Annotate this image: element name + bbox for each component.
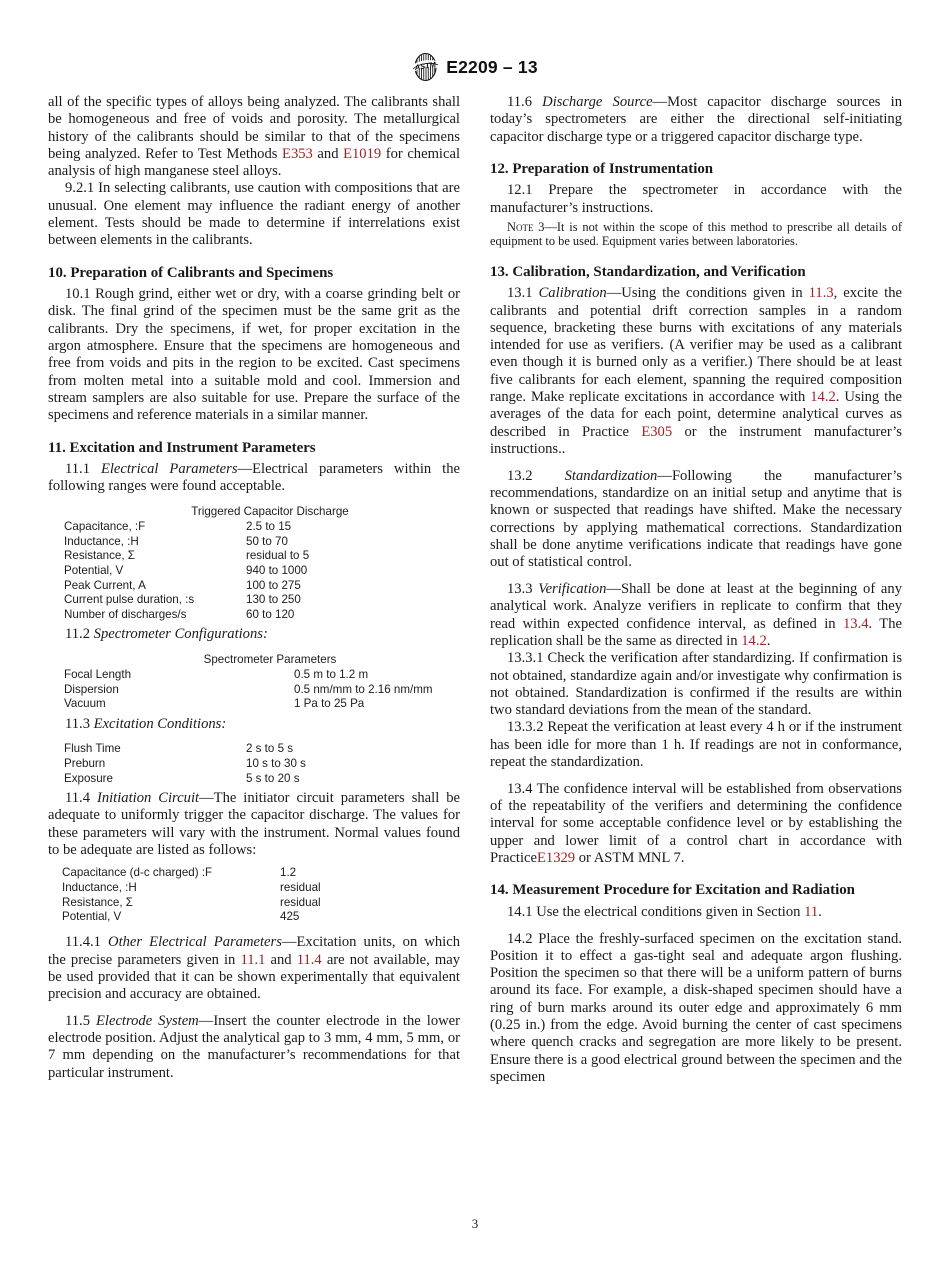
xref-link-11-4[interactable]: 11.4 [296, 951, 322, 968]
xref-link-e1329[interactable]: E1329 [537, 850, 576, 866]
paragraph-14-2: 14.2 Place the freshly-surfaced specimen on the excitation stand. Position it to effect a gas-tight seal and adequate argon flushing. Position the specimen so that there will be a uniform pattern of burns around its face. For example, a disk-shaped specimen should have a ring of burn marks around its outer edge and approximately 6 mm (0.25 in.) from the edge. Avoid burning the center of cast specimens where quench cracks and segregation are more likely to be present. Ensure there is a good electrical ground between the specimen and the specimen [490, 930, 902, 1085]
xref-link-13-4[interactable]: 13.4 [842, 615, 869, 632]
text-run: or ASTM MNL 7. [575, 850, 685, 866]
run-in-heading: Excitation Conditions: [93, 716, 227, 733]
table-row [64, 520, 476, 535]
table-caption-row [64, 653, 476, 669]
table-row [64, 668, 476, 683]
em-dash: — [198, 1012, 214, 1029]
paragraph-13-1 [490, 285, 902, 458]
clause-number: 13.3 [507, 581, 539, 598]
table-row [64, 697, 476, 712]
xref-link-e353[interactable]: E353 [282, 145, 313, 162]
row-label: Capacitance, :F [64, 520, 146, 534]
text-run: all of the specific types of alloys being analyzed. The calibrants shall be homogeneous and free of voids and porosity. The metallurgical history of the calibrants should be similar to that of the specimens being analyzed. Refer to Test Methods [48, 94, 460, 162]
row-label: Dispersion [64, 682, 119, 696]
table-initiation-circuit [62, 866, 474, 924]
row-label: Flush Time [64, 742, 121, 756]
text-run: for chemical analysis of high manganese steel alloys. [48, 145, 460, 180]
row-value: 10 s to 30 s [246, 756, 306, 770]
text-run: , excite the calibrants and potential drift correction samples in a random sequence, bracketing these burns with excitations of any materials intended for use as verifiers. (A verifier may be used as a calibrant even though it is burned only as a verifier.) There should be at least five calibrants for each element, spanning the required composition range. Make replicate excitations in accordance with [490, 285, 902, 406]
xref-link-11[interactable]: 11 [804, 903, 819, 920]
run-in-heading: Verification [538, 581, 607, 598]
text-run: 13.4 The confidence interval will be established from observations of the repeatability of the verifiers and determining the confidence interval for some acceptable confidence level or by establishing the upper and lower limit of a control chart in accordance with Practice [490, 780, 902, 866]
em-dash: — [606, 581, 621, 598]
row-value: 0.5 m to 1.2 m [294, 668, 369, 682]
text-run: Insert the counter electrode in the lower electrode position. Adjust the analytical gap to 3 mm, 4 mm, 5 mm, or 7 mm depending on the manufacturer’s recommendations for that particular instrument. [48, 1012, 460, 1081]
text-run: . [818, 903, 822, 920]
table-row [64, 579, 476, 594]
row-value: 50 to 70 [246, 534, 288, 548]
row-label: Resistance, Σ [64, 549, 135, 563]
paragraph-13-3 [490, 581, 902, 650]
paragraph-11-3 [48, 716, 460, 733]
run-in-heading: Other Electrical Parameters [108, 934, 282, 951]
run-in-heading: Electrical Parameters [100, 461, 238, 478]
text-run: . Using the averages of the data for each point, determine analytical curves as described in Practice [490, 389, 902, 440]
table-caption-row [64, 505, 476, 521]
heading-section-13: 13. Calibration, Standardization, and Verification [490, 263, 806, 280]
row-label: Vacuum [64, 697, 106, 711]
row-label: Capacitance (d-c charged) :F [62, 866, 213, 880]
clause-number: 13.2 [507, 467, 565, 484]
paragraph-13-3-1: 13.3.1 Check the verification after standardizing. If confirmation is not obtained, standardize again and/or investigate why confirmation is not obtained. Standardization is confirmed if the results are within two standard deviations from the mean of the standard. [490, 650, 902, 719]
run-in-heading: Discharge Source [542, 94, 653, 110]
xref-link-e1019[interactable]: E1019 [343, 145, 382, 162]
clause-number: 11.5 [65, 1012, 96, 1029]
standard-designation: E2209 – 13 [446, 56, 538, 77]
svg-text:ASTM: ASTM [414, 59, 437, 73]
row-label: Exposure [64, 771, 113, 785]
row-value: 100 to 275 [246, 578, 301, 592]
paragraph-9-2-1: 9.2.1 In selecting calibrants, use caution with compositions that are unusual. One element may influence the radiant energy of another element. Tests should be made to determine if interrelations exist between elements in the calibrants. [48, 180, 460, 249]
note-number: 3 [533, 219, 545, 234]
paragraph-continued [48, 94, 460, 180]
paragraph-11-5 [48, 1013, 460, 1082]
row-label: Focal Length [64, 668, 132, 682]
row-value: residual [280, 880, 321, 894]
paragraph-13-4 [490, 781, 902, 867]
table-row [62, 866, 474, 881]
em-dash: — [652, 94, 668, 110]
table-excitation-conditions [64, 742, 476, 786]
em-dash: — [544, 219, 557, 234]
note-text: It is not within the scope of this method to prescribe all details of equipment to be used. Equipment varies between laboratories. [490, 219, 903, 249]
astm-logo [412, 52, 439, 82]
table-caption: Spectrometer Parameters [203, 652, 337, 666]
text-run: . [766, 632, 771, 649]
run-in-heading: Initiation Circuit [96, 790, 200, 807]
row-value: 5 s to 20 s [246, 771, 300, 785]
table-row [64, 549, 476, 564]
text-run: and [312, 145, 344, 162]
paragraph-11-2 [48, 626, 460, 643]
xref-link-14-2b[interactable]: 14.2 [741, 632, 767, 649]
table-row [64, 742, 476, 757]
em-dash: — [237, 461, 253, 478]
row-label: Inductance, :H [62, 880, 137, 894]
note-label: Note [507, 219, 534, 234]
clause-number: 11.4 [65, 790, 97, 807]
text-run: are not available, may be used provided that it can be shown experimentally that equivalent precision and accuracy are obtained. [48, 951, 461, 1003]
heading-section-10: 10. Preparation of Calibrants and Specimens [48, 264, 334, 281]
text-run: . The replication shall be the same as directed in [490, 615, 902, 649]
row-value: residual [280, 895, 321, 909]
em-dash: — [281, 934, 297, 951]
row-value: 1.2 [280, 866, 297, 880]
paragraph-12-1: 12.1 Prepare the spectrometer in accordance with the manufacturer’s instructions. [490, 182, 902, 216]
em-dash: — [199, 790, 214, 807]
row-value: 940 to 1000 [246, 564, 308, 578]
text-run: or the instrument manufacturer’s instructions.. [490, 423, 902, 457]
paragraph-14-1 [490, 904, 902, 921]
row-label: Peak Current, A [64, 578, 146, 592]
text-run: Electrical parameters within the following ranges were found acceptable. [48, 461, 460, 495]
table-row [64, 535, 476, 550]
run-in-heading: Standardization [564, 467, 658, 484]
row-value: 1 Pa to 25 Pa [294, 697, 365, 711]
table-row [64, 772, 476, 787]
clause-number: 11.3 [65, 716, 94, 733]
page-number: 3 [471, 1216, 479, 1231]
xref-link-11-1[interactable]: 11.1 [240, 951, 266, 968]
text-run: and [265, 951, 297, 968]
clause-number: 11.1 [65, 461, 101, 478]
row-value: 2 s to 5 s [246, 742, 294, 756]
paragraph-11-4 [48, 790, 460, 859]
text-run: Using the conditions given in [621, 285, 809, 302]
text-run: Excitation units, on which the precise parameters given in [48, 934, 461, 968]
row-label: Current pulse duration, :s [64, 593, 195, 607]
table-row [64, 593, 476, 608]
clause-number: 13.1 [507, 285, 539, 302]
table-caption: Triggered Capacitor Discharge [191, 504, 349, 518]
em-dash: — [606, 285, 622, 302]
table-row [64, 757, 476, 772]
table-row [62, 881, 474, 896]
table-row [64, 564, 476, 579]
table-row [64, 683, 476, 698]
note-3 [490, 220, 902, 249]
paragraph-11-6 [490, 94, 902, 146]
text-run: 14.1 Use the electrical conditions given in Section [507, 903, 805, 920]
clause-number: 11.2 [65, 626, 94, 643]
clause-number: 11.4.1 [65, 934, 109, 951]
row-label: Potential, V [62, 910, 122, 924]
table-triggered-capacitor-discharge [64, 505, 476, 623]
row-label: Number of discharges/s [64, 607, 187, 621]
row-value: 130 to 250 [246, 593, 301, 607]
left-column [48, 94, 460, 1082]
table-spectrometer-parameters [64, 653, 476, 712]
em-dash: — [657, 467, 672, 484]
paragraph-13-2 [490, 468, 902, 572]
row-value: 0.5 nm/mm to 2.16 nm/mm [294, 682, 433, 696]
table-row [64, 608, 476, 623]
row-label: Preburn [64, 756, 106, 770]
xref-link-14-2[interactable]: 14.2 [810, 389, 836, 406]
heading-section-14: 14. Measurement Procedure for Excitation and Radiation [490, 882, 855, 899]
text-run: Following the manufacturer’s recommendations, standardize on an initial setup and anytime that is known or suspected that readings have shifted. Make the necessary corrections by applying mathematical corrections. Standardization shall be done anytime verifications indicate that readings have gone out of statistical control. [490, 467, 902, 571]
row-label: Resistance, Σ [62, 895, 133, 909]
table-row [62, 910, 474, 925]
paragraph-13-3-2: 13.3.2 Repeat the verification at least every 4 h or if the instrument has been idle for more than 1 h. If readings are not in conformance, repeat the standardization. [490, 719, 902, 771]
row-value: 60 to 120 [246, 607, 295, 621]
xref-link-11-3[interactable]: 11.3 [808, 285, 834, 302]
heading-section-12: 12. Preparation of Instrumentation [490, 160, 714, 177]
text-run: Most capacitor discharge sources in today’s spectrometers are either the directional self-initiating capacitor discharge type or a triggered capacitor discharge type. [490, 94, 902, 145]
paragraph-11-1 [48, 461, 460, 496]
run-in-heading: Electrode System [96, 1012, 199, 1029]
row-value: residual to 5 [246, 549, 310, 563]
text-run: The initiator circuit parameters shall be adequate to uniformly trigger the capacitor discharge. The values for these parameters will vary with the instrument. Normal values found to be adequate are listed as follows: [48, 790, 460, 859]
right-column [490, 94, 902, 1086]
clause-number: 11.6 [507, 94, 543, 110]
paragraph-10-1: 10.1 Rough grind, either wet or dry, with a coarse grinding belt or disk. The final grind of the specimen must be the same grit as the calibrants. Dry the specimens, if wet, for proper excitation in the argon atmosphere. Ensure that the specimens are homogeneous and free from voids and pits in the region to be excited. Cast specimens from molten metal into a suitable mold and cool. Immersion and stream samplers are also suitable for use. Prepare the surface of the specimens and reference materials in a similar manner. [48, 286, 460, 424]
row-value: 425 [280, 910, 300, 924]
paragraph-11-4-1 [48, 934, 460, 1003]
row-label: Inductance, :H [64, 534, 139, 548]
running-header [0, 52, 950, 82]
run-in-heading: Spectrometer Configurations: [93, 626, 268, 643]
run-in-heading: Calibration [538, 285, 607, 302]
row-value: 2.5 to 15 [246, 520, 292, 534]
xref-link-e305[interactable]: E305 [641, 423, 673, 440]
text-run: Shall be done at least at the beginning of any analytical work. Analyze verifiers in replicate to confirm that they read within expected confidence interval, as defined in [490, 581, 902, 632]
table-row [62, 896, 474, 911]
heading-section-11: 11. Excitation and Instrument Parameters [48, 439, 316, 456]
row-label: Potential, V [64, 564, 124, 578]
